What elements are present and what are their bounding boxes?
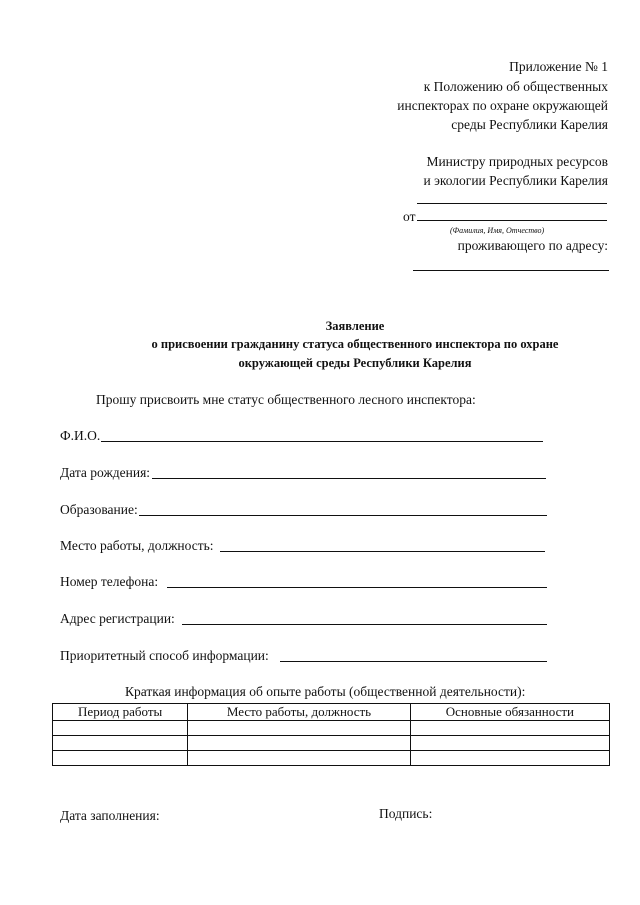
document-subtitle: окружающей среды Республики Карелия bbox=[238, 356, 472, 370]
addressee-blank-line[interactable] bbox=[417, 203, 607, 204]
signature-label: Подпись: bbox=[379, 806, 433, 821]
birth-date-label: Дата рождения: bbox=[60, 465, 151, 480]
addressee-line: Министру природных ресурсов bbox=[426, 154, 608, 169]
appendix-line: среды Республики Карелия bbox=[451, 117, 608, 132]
document-subtitle: о присвоении гражданину статуса общественного инспектора по охране bbox=[151, 337, 559, 351]
experience-header-row bbox=[53, 704, 610, 721]
applicant-fio-line[interactable] bbox=[417, 220, 607, 221]
fio-hint: (Фамилия, Имя, Отчество) bbox=[450, 226, 545, 235]
education-field[interactable] bbox=[139, 515, 547, 516]
appendix-number: Приложение № 1 bbox=[509, 59, 608, 74]
table-cell[interactable] bbox=[410, 736, 609, 751]
phone-label: Номер телефона: bbox=[60, 574, 159, 589]
table-cell[interactable] bbox=[188, 721, 410, 736]
table-cell[interactable] bbox=[188, 736, 410, 751]
column-duties: Основные обязанности bbox=[410, 704, 609, 721]
appendix-line: инспекторах по охране окружающей bbox=[397, 98, 608, 113]
from-label: от bbox=[403, 209, 416, 224]
addressee-line: и экологии Республики Карелия bbox=[423, 173, 608, 188]
table-cell[interactable] bbox=[53, 751, 188, 766]
fio-field[interactable] bbox=[101, 441, 543, 442]
appendix-line: к Положению об общественных bbox=[423, 79, 608, 94]
workplace-field[interactable] bbox=[220, 551, 545, 552]
table-row bbox=[53, 751, 610, 766]
table-cell[interactable] bbox=[188, 751, 410, 766]
address-blank-line[interactable] bbox=[413, 270, 609, 271]
experience-caption: Краткая информация об опыте работы (общественной деятельности): bbox=[125, 684, 526, 699]
registration-label: Адрес регистрации: bbox=[60, 611, 175, 626]
education-label: Образование: bbox=[60, 502, 138, 517]
workplace-label: Место работы, должность: bbox=[60, 538, 214, 553]
document-title: Заявление bbox=[325, 319, 385, 333]
table-cell[interactable] bbox=[53, 721, 188, 736]
date-label: Дата заполнения: bbox=[60, 808, 160, 823]
experience-table bbox=[52, 703, 610, 766]
fio-label: Ф.И.О. bbox=[60, 428, 101, 443]
table-cell[interactable] bbox=[53, 736, 188, 751]
table-cell[interactable] bbox=[410, 721, 609, 736]
column-workplace: Место работы, должность bbox=[188, 704, 410, 721]
table-row bbox=[53, 736, 610, 751]
request-text: Прошу присвоить мне статус общественного лесного инспектора: bbox=[96, 392, 476, 407]
table-row bbox=[53, 721, 610, 736]
address-label: проживающего по адресу: bbox=[457, 238, 608, 253]
birth-date-field[interactable] bbox=[152, 478, 546, 479]
contact-method-field[interactable] bbox=[280, 661, 547, 662]
column-period: Период работы bbox=[53, 704, 188, 721]
registration-field[interactable] bbox=[182, 624, 547, 625]
phone-field[interactable] bbox=[167, 587, 547, 588]
table-cell[interactable] bbox=[410, 751, 609, 766]
contact-method-label: Приоритетный способ информации: bbox=[60, 648, 269, 663]
